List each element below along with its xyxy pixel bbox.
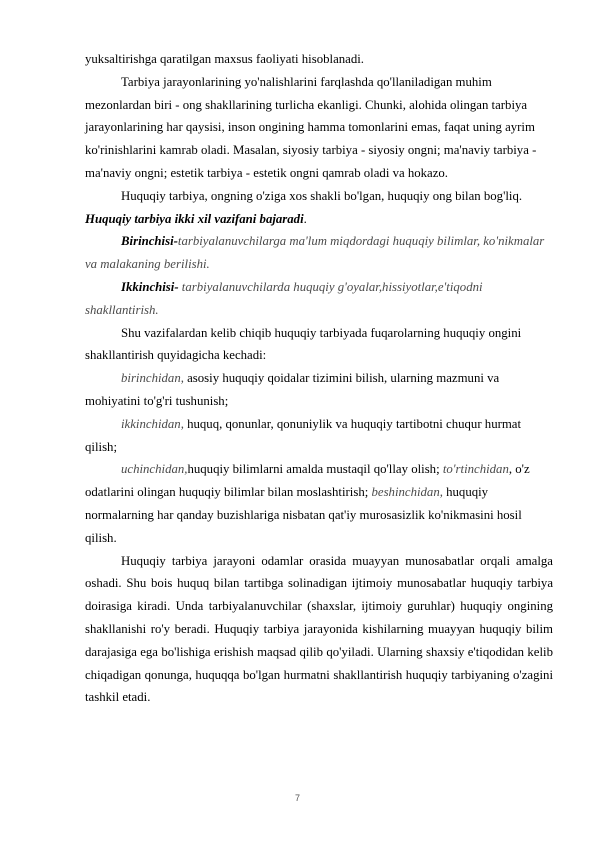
paragraph-8-text: huquq, qonunlar, qonuniylik va huquqiy tartibotni chuqur hurmat qilish; — [85, 416, 522, 454]
paragraph-9-label-2: to'rtinchidan — [442, 462, 509, 477]
paragraph-6: Shu vazifalardan kelib chiqib huquqiy tarbiyada fuqarolarning huquqiy ongini shakllantirish quyidagicha kechadi: — [85, 325, 522, 363]
paragraph-10: Huquqiy tarbiya jarayoni odamlar orasida muayyan munosabatlar orqali amalga oshadi. Shu bois huquq bilan tartibga solinadigan ijtimoiy munosabatlar huquqiy tarbiya doirasiga kiradi. Unda tarbiyalanuvchilar (shaxslar, ijtimoiy guruhlar) huquqiy ongining shakllanishi ro'y beradi. Huquqiy tarbiya jarayonida kishilarning muayyan huquqiy bilim darajasiga ega bo'lishiga erishish maqsad qilib qo'yiladi. Ularning shaxsiy e'tiqodidan kelib chiqadigan qonunga, huquqqa bo'lgan hurmatni shakllantirish huquqiy tarbiyaning o'zagini tashkil etadi. — [85, 553, 553, 705]
page-number: 7 — [294, 793, 300, 803]
document-page — [85, 48, 553, 709]
paragraph-3-end: . — [303, 211, 307, 226]
paragraph-9-text-3: huquqiy normalarning har qanday buzishlariga nisbatan qat'iy murosasizlik ko'nikmasini hosil qilish. — [85, 485, 522, 545]
paragraph-9 — [85, 458, 553, 549]
paragraph-4 — [85, 230, 553, 276]
paragraph-7 — [85, 367, 553, 413]
paragraph-5-text: tarbiyalanuvchilarda huquqiy g'oyalar,hissiyotlar,e'tiqodni shakllantirish. — [85, 279, 483, 317]
paragraph-7-label: birinchidan, — [121, 371, 184, 386]
paragraph-8-label: ikkinchidan, — [121, 416, 184, 431]
paragraph-5 — [85, 276, 553, 322]
paragraph-4-label: Birinchisi- — [121, 234, 178, 249]
paragraph-9-label-1: uchinchidan, — [121, 462, 188, 477]
paragraph-9-text-2: , o'z odatlarini olingan huquqiy bilimlar bilan moslashtirish; — [85, 462, 530, 500]
paragraph-7-text: asosiy huquqiy qoidalar tizimini bilish, ularning mazmuni va mohiyatini to'g'ri tushunish; — [85, 371, 500, 408]
paragraph-9-label-3: beshinchidan, — [371, 485, 443, 500]
paragraph-2: Tarbiya jarayonlarining yo'nalishlarini farqlashda qo'llaniladigan muhim mezonlardan biri - ong shakllarining turlicha ekanligi. Chunki, alohida olingan tarbiya jarayonlarining har qaysisi, inson ongining hamma tomonlarini emas, faqat uning ayrim ko'rinishlarini kamrab oladi. Masalan, siyosiy tarbiya - siyosiy ongni; ma'naviy tarbiya - ma'naviy ongni; estetik tarbiya - estetik ongni qamrab oladi va hokazo. — [85, 74, 537, 180]
paragraph-3-text: Huquqiy tarbiya, ongning o'ziga xos shakli bo'lgan, huquqiy ong bilan bog'liq. — [121, 188, 523, 203]
paragraph-1: yuksaltirishga qaratilgan maxsus faoliyati hisoblanadi. — [85, 52, 364, 66]
paragraph-4-text: tarbiyalanuvchilarga ma'lum miqdordagi huquqiy bilimlar, ko'nikmalar va malakaning berilishi. — [85, 234, 545, 272]
paragraph-9-text-1: huquqiy bilimlarni amalda mustaqil qo'llay olish; — [187, 462, 443, 477]
paragraph-5-label: Ikkinchisi- — [121, 279, 179, 294]
paragraph-8 — [85, 413, 553, 459]
paragraph-3 — [85, 185, 553, 231]
paragraph-3-emphasis: Huquqiy tarbiya ikki xil vazifani bajaradi — [85, 211, 304, 226]
